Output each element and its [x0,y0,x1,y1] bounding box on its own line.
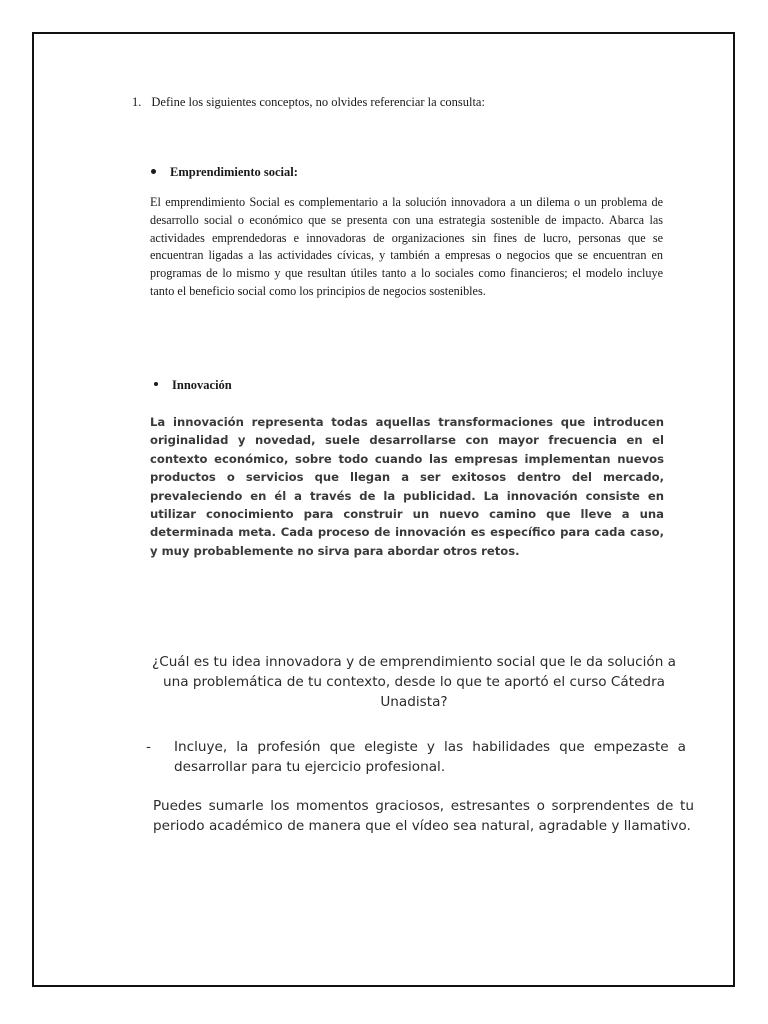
section-heading-emprendimiento [151,165,298,180]
item-text: Define los siguientes conceptos, no olvides referenciar la consulta: [151,95,485,109]
dash-item-text: Incluye, la profesión que elegiste y las habilidades que empezaste a desarrollar para tu ejercicio profesional. [174,739,686,775]
bullet-icon [154,382,158,386]
document-page [32,32,735,987]
dash-marker: - [146,739,151,755]
section-heading-innovacion [154,378,232,393]
paragraph-innovacion: La innovación representa todas aquellas transformaciones que introducen originalidad y novedad, suele desarrollarse con mayor frecuencia en el contexto económico, sobre todo cuando las empresas implementan nuevos productos o servicios que llegan a ser exitosos dentro del mercado, prevaleciendo en él a través de la publicidad. La innovación consiste en utilizar conocimiento para construir un nuevo camino que lleve a una determinada meta. Cada proceso de innovación es específico para cada caso, y muy probablemente no sirva para abordar otros retos. [150,415,664,558]
question-text: ¿Cuál es tu idea innovadora y de emprendimiento social que le da solución a una problemática de tu contexto, desde lo que te aportó el curso Cátedra Unadista? [151,654,677,710]
dash-list-item [146,737,686,777]
item-number: 1. [132,95,142,109]
numbered-item [132,95,485,110]
bullet-icon [151,169,156,174]
closing-paragraph: Puedes sumarle los momentos graciosos, estresantes o sorprendentes de tu periodo académico de manera que el vídeo sea natural, agradable y llamativo. [153,798,694,834]
section-heading-label: Emprendimiento social: [170,165,298,179]
paragraph-emprendimiento: El emprendimiento Social es complementario a la solución innovadora a un dilema o un problema de desarrollo social o económico que se presenta con una estrategia sostenible de impacto. Abarca las actividades emprendedoras e innovadoras de organizaciones sin fines de lucro, personas que se encuentran ligadas a las actividades cívicas, y también a empresas o negocios que se encuentran en programas de lo mismo y que resultan útiles tanto a lo sociales como financieros; el modelo incluye tanto el beneficio social como los principios de negocios sostenibles. [150,195,663,298]
section-heading-label: Innovación [172,378,232,392]
